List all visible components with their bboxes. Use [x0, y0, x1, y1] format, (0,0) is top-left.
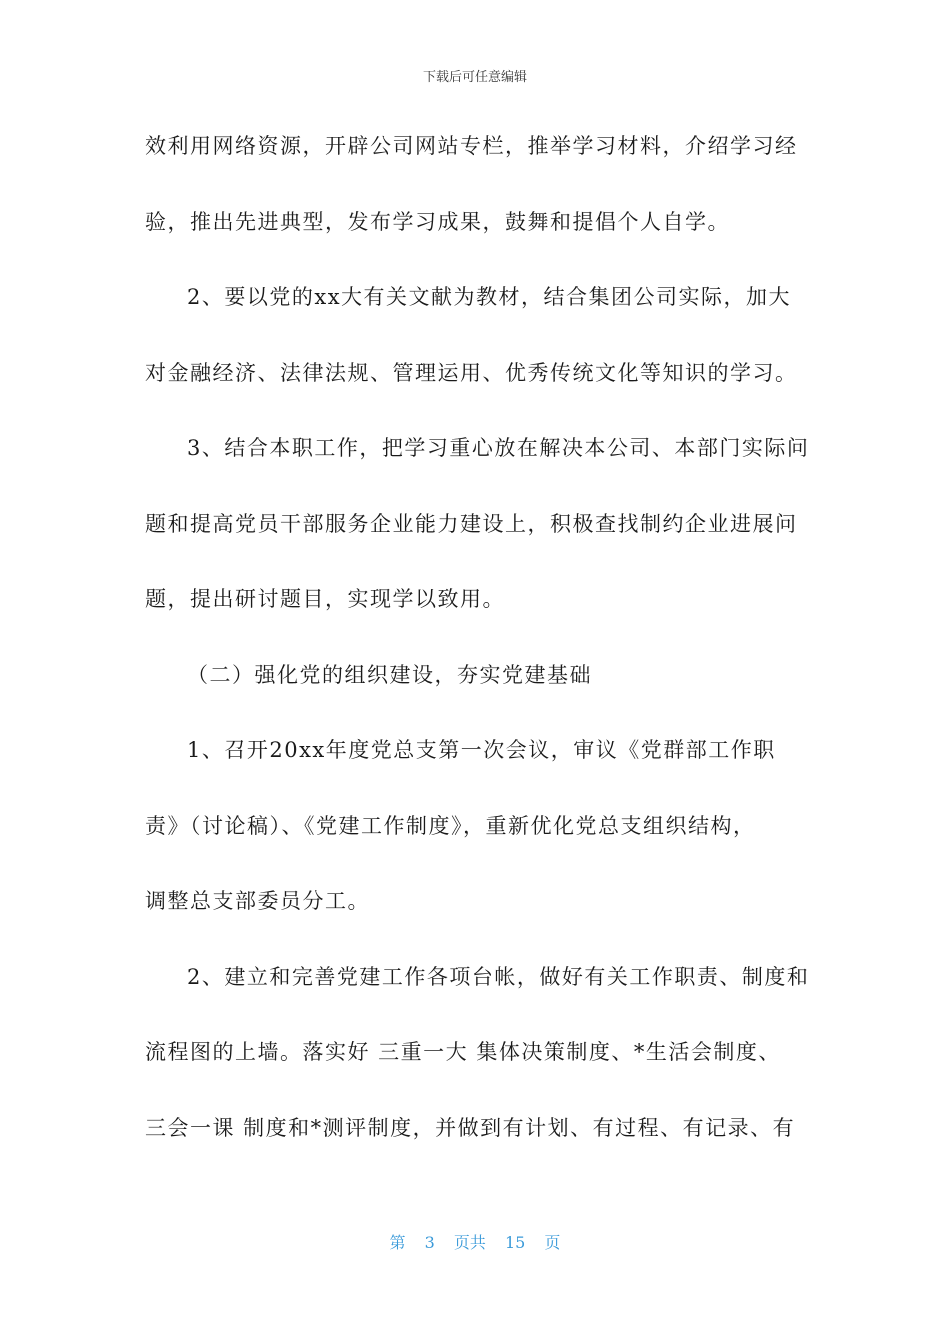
page-header: 下载后可任意编辑 [422, 70, 527, 85]
text-line: 对金融经济、法律法规、管理运用、优秀传统文化等知识的学习。 [145, 360, 798, 385]
text-line: 流程图的上墙。落实好 三重一大 集体决策制度、*生活会制度、 [145, 1040, 781, 1064]
text-line: 题，提出研讨题目，实现学以致用。 [145, 587, 505, 611]
text-line: 效利用网络资源，开辟公司网站专栏，推举学习材料，介绍学习经 [145, 134, 798, 158]
text-line: 调整总支部委员分工。 [145, 889, 370, 913]
text-line: 3、结合本职工作，把学习重心放在解决本公司、本部门实际问 [187, 436, 810, 460]
section-heading: （二）强化党的组织建设，夯实党建基础 [187, 662, 592, 687]
text-line: 题和提高党员干部服务企业能力建设上，积极查找制约企业进展问 [145, 511, 798, 536]
page-number-footer: 第 3 页共 15 页 [389, 1233, 561, 1252]
text-line: 验，推出先进典型，发布学习成果，鼓舞和提倡个人自学。 [145, 209, 730, 234]
text-line: 1、召开20xx年度党总支第一次会议，审议《党群部工作职 [187, 738, 776, 762]
text-line: 2、建立和完善党建工作各项台帐，做好有关工作职责、制度和 [187, 964, 810, 989]
text-line: 2、要以党的xx大有关文献为教材，结合集团公司实际，加大 [187, 285, 792, 309]
text-line: 三会一课 制度和*测评制度，并做到有计划、有过程、有记录、有 [145, 1115, 796, 1140]
document-body [145, 128, 810, 1185]
text-line: 责》（讨论稿）、《党建工作制度》，重新优化党总支组织结构， [145, 813, 756, 838]
